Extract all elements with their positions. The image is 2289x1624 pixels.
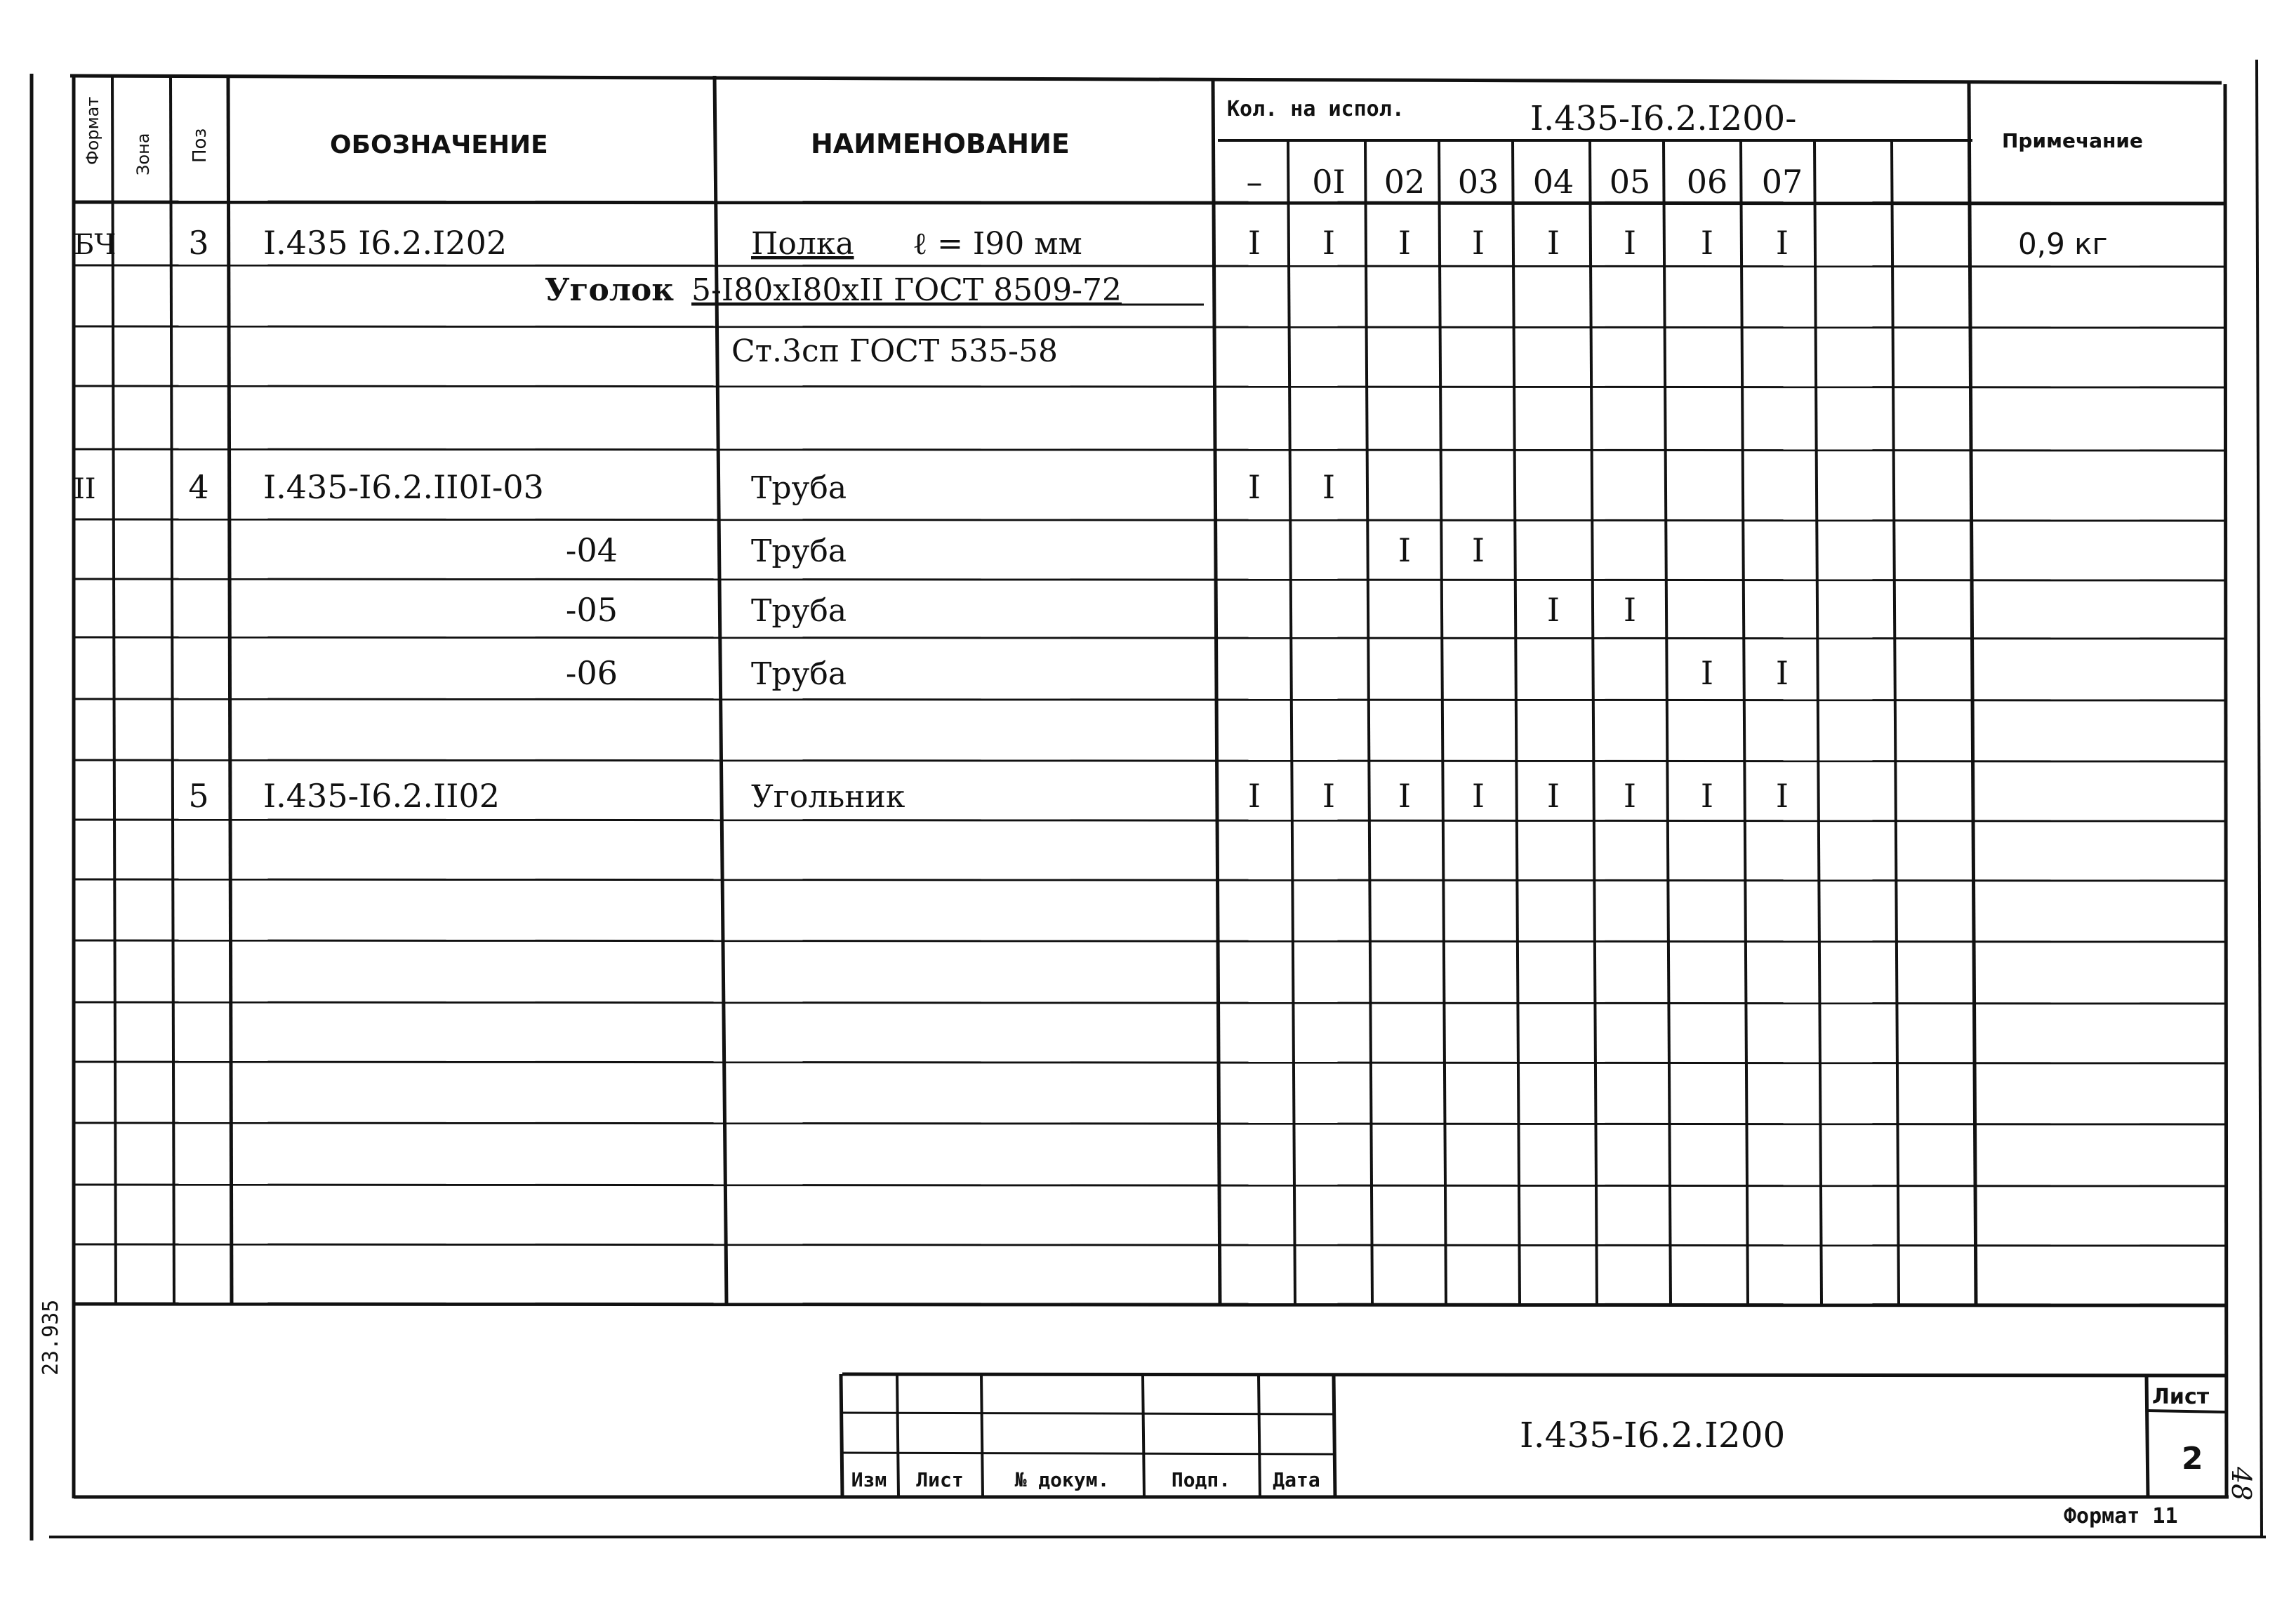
footer-format: Формат 11	[2064, 1504, 2178, 1529]
row-qty: I	[1398, 777, 1412, 815]
header-note: Примечание	[2002, 129, 2144, 152]
stamp-doc-number: I.435-I6.2.I200	[1520, 1415, 1786, 1456]
table-row	[74, 224, 2108, 262]
row-name: 5-I80xI80xII ГОСТ 8509-72	[691, 272, 1122, 308]
row-name: Ст.3сп ГОСТ 535-58	[731, 333, 1058, 369]
row-name: Труба	[751, 656, 847, 692]
row-qty: I	[1623, 777, 1637, 815]
header-designation: ОБОЗНАЧЕНИЕ	[330, 131, 548, 159]
table-row	[566, 591, 1636, 629]
header-pos: Поз	[190, 128, 211, 163]
row-qty: I	[1322, 468, 1336, 506]
row-pos: 4	[188, 468, 209, 506]
variant-header-7: 07	[1761, 163, 1803, 201]
stamp-label-4: Дата	[1273, 1468, 1320, 1491]
stamp-sheet-label: Лист	[2152, 1385, 2210, 1409]
row-qty: I	[1700, 654, 1714, 692]
row-qty: I	[1247, 777, 1261, 815]
row-qty: I	[1471, 777, 1485, 815]
variant-header-2: 02	[1384, 163, 1426, 201]
row-name: Полка	[751, 226, 854, 262]
row-name: Угольник	[751, 779, 905, 815]
row-designation: -05	[565, 591, 618, 629]
row-format: II	[74, 473, 96, 505]
variant-header-3: 03	[1457, 163, 1499, 201]
header-qty-label: Кол. на испол.	[1227, 97, 1405, 121]
right-margin-number: 48	[2226, 1467, 2257, 1501]
row-pos: 5	[188, 777, 209, 815]
table-row	[188, 777, 1789, 815]
row-designation: I.435-I6.2.II0I-03	[263, 468, 544, 506]
row-qty: I	[1322, 777, 1336, 815]
row-name: Труба	[751, 470, 847, 506]
row-qty: I	[1775, 654, 1789, 692]
table-row	[74, 468, 1335, 506]
row-name: Труба	[751, 533, 847, 569]
row-qty: I	[1546, 777, 1560, 815]
stamp-label-0: Изм	[851, 1468, 887, 1491]
row-qty: I	[1700, 224, 1714, 262]
stamp-labels	[851, 1468, 1320, 1491]
row-qty: I	[1775, 777, 1789, 815]
row-qty: I	[1775, 224, 1789, 262]
row-designation: -06	[565, 654, 618, 692]
row-prefix: Уголок	[544, 272, 674, 308]
row-name-extra: ℓ = I90 мм	[913, 226, 1082, 262]
table-header	[83, 97, 2143, 201]
row-note: 0,9 кг	[2018, 227, 2108, 261]
row-qty: I	[1623, 591, 1637, 629]
row-qty: I	[1322, 224, 1336, 262]
variant-headers	[1247, 163, 1803, 201]
row-qty: I	[1247, 468, 1261, 506]
variant-header-1: 0I	[1312, 163, 1346, 201]
table-row	[566, 654, 1789, 692]
variant-header-0: –	[1246, 163, 1263, 201]
row-qty: I	[1546, 591, 1560, 629]
table-row	[545, 272, 1204, 308]
row-qty: I	[1398, 531, 1412, 569]
row-format: БЧ	[74, 229, 117, 261]
header-doc-base: I.435-I6.2.I200-	[1530, 99, 1797, 138]
row-designation: I.435 I6.2.I202	[263, 224, 507, 262]
variant-header-5: 05	[1609, 163, 1651, 201]
stamp-sheet-number: 2	[2182, 1441, 2203, 1477]
table-row	[566, 531, 1485, 569]
row-pos: 3	[188, 224, 209, 262]
header-name: НАИМЕНОВАНИЕ	[811, 128, 1070, 159]
stamp-label-2: № докум.	[1014, 1468, 1110, 1491]
left-margin-number: 23.935	[39, 1299, 63, 1376]
row-name: Труба	[751, 593, 847, 629]
row-qty: I	[1623, 224, 1637, 262]
table-row	[731, 333, 1058, 369]
row-qty: I	[1398, 224, 1412, 262]
row-designation: -04	[565, 531, 618, 569]
stamp-label-1: Лист	[916, 1468, 964, 1491]
row-qty: I	[1700, 777, 1714, 815]
row-qty: I	[1471, 224, 1485, 262]
stamp-label-3: Подп.	[1171, 1468, 1231, 1491]
variant-header-6: 06	[1686, 163, 1728, 201]
row-qty: I	[1546, 224, 1560, 262]
header-format: Формат	[83, 96, 102, 165]
row-qty: I	[1471, 531, 1485, 569]
row-qty: I	[1247, 224, 1261, 262]
variant-header-4: 04	[1532, 163, 1574, 201]
row-designation: I.435-I6.2.II02	[263, 777, 500, 815]
header-zone: Зона	[133, 133, 153, 175]
